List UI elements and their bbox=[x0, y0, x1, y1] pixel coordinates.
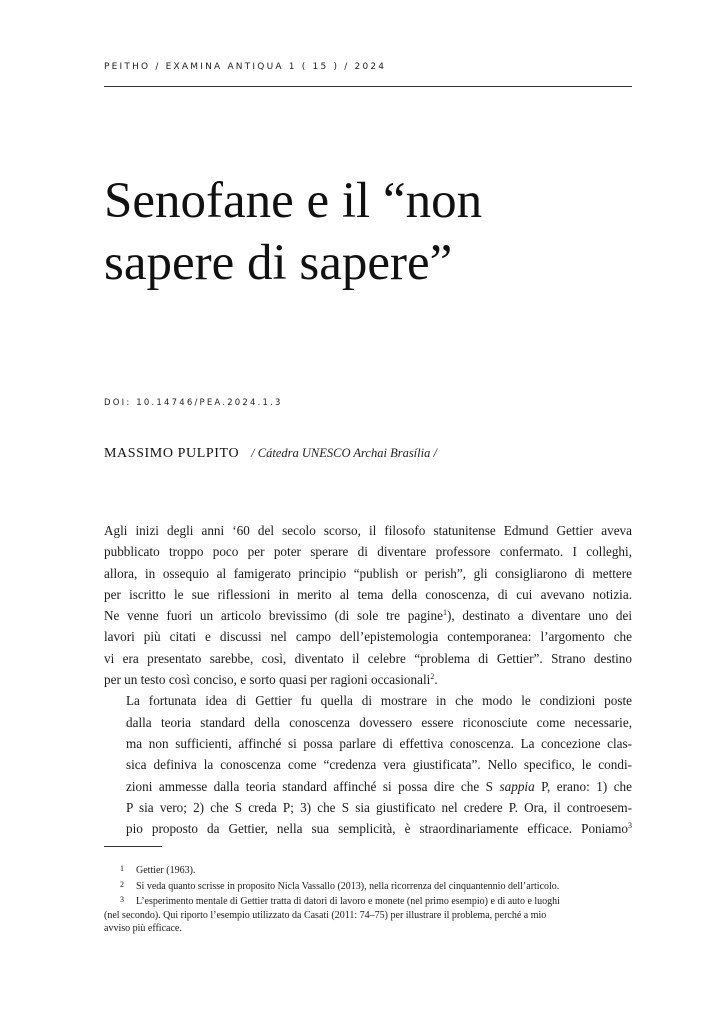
text-line: pubblicato troppo poco per poter sperare di diventare professore confermato. I colleghi, bbox=[104, 544, 632, 560]
footnote-line: avviso più efficace. bbox=[104, 923, 182, 935]
header-rule bbox=[104, 86, 632, 87]
text-segment: . bbox=[434, 672, 438, 688]
doi: DOI: 10.14746/PEA.2024.1.3 bbox=[104, 398, 283, 408]
paragraph-2 bbox=[104, 690, 632, 839]
running-head: PEITHO / EXAMINA ANTIQUA 1 ( 15 ) / 2024 bbox=[104, 62, 387, 72]
footnote-line bbox=[104, 893, 632, 909]
text-line bbox=[104, 776, 632, 797]
footnote-number: 2 bbox=[120, 879, 124, 889]
text-line: Agli inizi degli anni ‘60 del secolo scorso, il filosofo statunitense Edmund Gettier aveva bbox=[104, 523, 632, 538]
title-line-1: Senofane e il “non bbox=[104, 173, 483, 229]
author-name: MASSIMO PULPITO bbox=[104, 446, 240, 461]
footnote-rule bbox=[104, 846, 162, 847]
text-segment: Ne venne fuori un articolo brevissimo (di sole tre pagine bbox=[104, 608, 443, 624]
text-line: ma non sufficienti, affinché si possa parlare di effettiva conoscenza. La concezione clas- bbox=[126, 735, 632, 751]
text-line: sica definiva la conoscenza come “credenza vera giustificata”. Nello specifico, le condi- bbox=[126, 757, 632, 773]
footnote-1 bbox=[120, 862, 632, 878]
text-line bbox=[104, 605, 632, 626]
text-segment: P, erano: 1) che bbox=[534, 778, 632, 794]
author-affiliation: / Cátedra UNESCO Archai Brasília / bbox=[251, 446, 437, 460]
article-title bbox=[104, 170, 624, 294]
text-line: lavori più citati e discussi nel campo dell’epistemologia contemporanea: l’argomento che bbox=[104, 629, 632, 645]
title-line-2: sapere di sapere” bbox=[104, 235, 453, 291]
footnote-2 bbox=[120, 878, 632, 894]
text-segment: pio proposto da Gettier, nella sua semplicità, è straordinariamente efficace. Poniamo bbox=[126, 821, 628, 837]
footnote-number: 3 bbox=[120, 895, 124, 905]
footnotes bbox=[104, 862, 632, 936]
text-segment: ), destinato a diventare uno dei bbox=[446, 608, 633, 624]
footnote-text: L’esperimento mentale di Gettier tratta di datori di lavoro e monete (nel primo esempio) e di auto e luoghi bbox=[136, 896, 560, 908]
text-line: allora, in ossequio al famigerato principio “publish or perish”, gli consigliarono di mettere bbox=[104, 565, 632, 581]
footnote-3 bbox=[104, 893, 632, 936]
text-line: per iscritto le sue riflessioni in merito al tema della conoscenza, di cui avevano notizia. bbox=[104, 586, 632, 602]
text-line: La fortunata idea di Gettier fu quella di mostrare in che modo le condizioni poste bbox=[126, 693, 632, 709]
footnote-line: (nel secondo). Qui riporto l’esempio utilizzato da Casati (2011: 74–75) per illustrare il problema, perché a mio bbox=[104, 909, 547, 921]
text-segment-italic: sappia bbox=[499, 778, 535, 794]
author-line bbox=[104, 444, 437, 462]
text-segment: per un testo così conciso, e sorto quasi per ragioni occasionali bbox=[104, 672, 431, 688]
text-line bbox=[104, 669, 632, 690]
article-body bbox=[104, 520, 632, 839]
text-line bbox=[104, 818, 632, 839]
text-segment: zioni ammesse dalla teoria standard affinché si possa dire che S bbox=[126, 778, 500, 794]
footnote-text: Gettier (1963). bbox=[136, 865, 196, 876]
footnote-ref-3[interactable]: 3 bbox=[628, 821, 632, 831]
text-line: vi era presentato sarebbe, così, diventato il celebre “problema di Gettier”. Strano destino bbox=[104, 650, 632, 666]
paragraph-1 bbox=[104, 520, 632, 690]
text-line: dalla teoria standard della conoscenza dovessero essere riconosciute come necessarie, bbox=[126, 714, 632, 730]
footnote-number: 1 bbox=[120, 864, 124, 873]
text-line: P sia vero; 2) che S creda P; 3) che S sia giustificato nel credere P. Ora, il controesem- bbox=[126, 799, 632, 815]
footnote-ref-1[interactable]: 1 bbox=[442, 608, 447, 618]
footnote-text: Si veda quanto scrisse in proposito Nicla Vassallo (2013), nella ricorrenza del cinquantennio dell’articolo. bbox=[136, 880, 560, 892]
footnote-ref-2[interactable]: 2 bbox=[430, 672, 435, 682]
